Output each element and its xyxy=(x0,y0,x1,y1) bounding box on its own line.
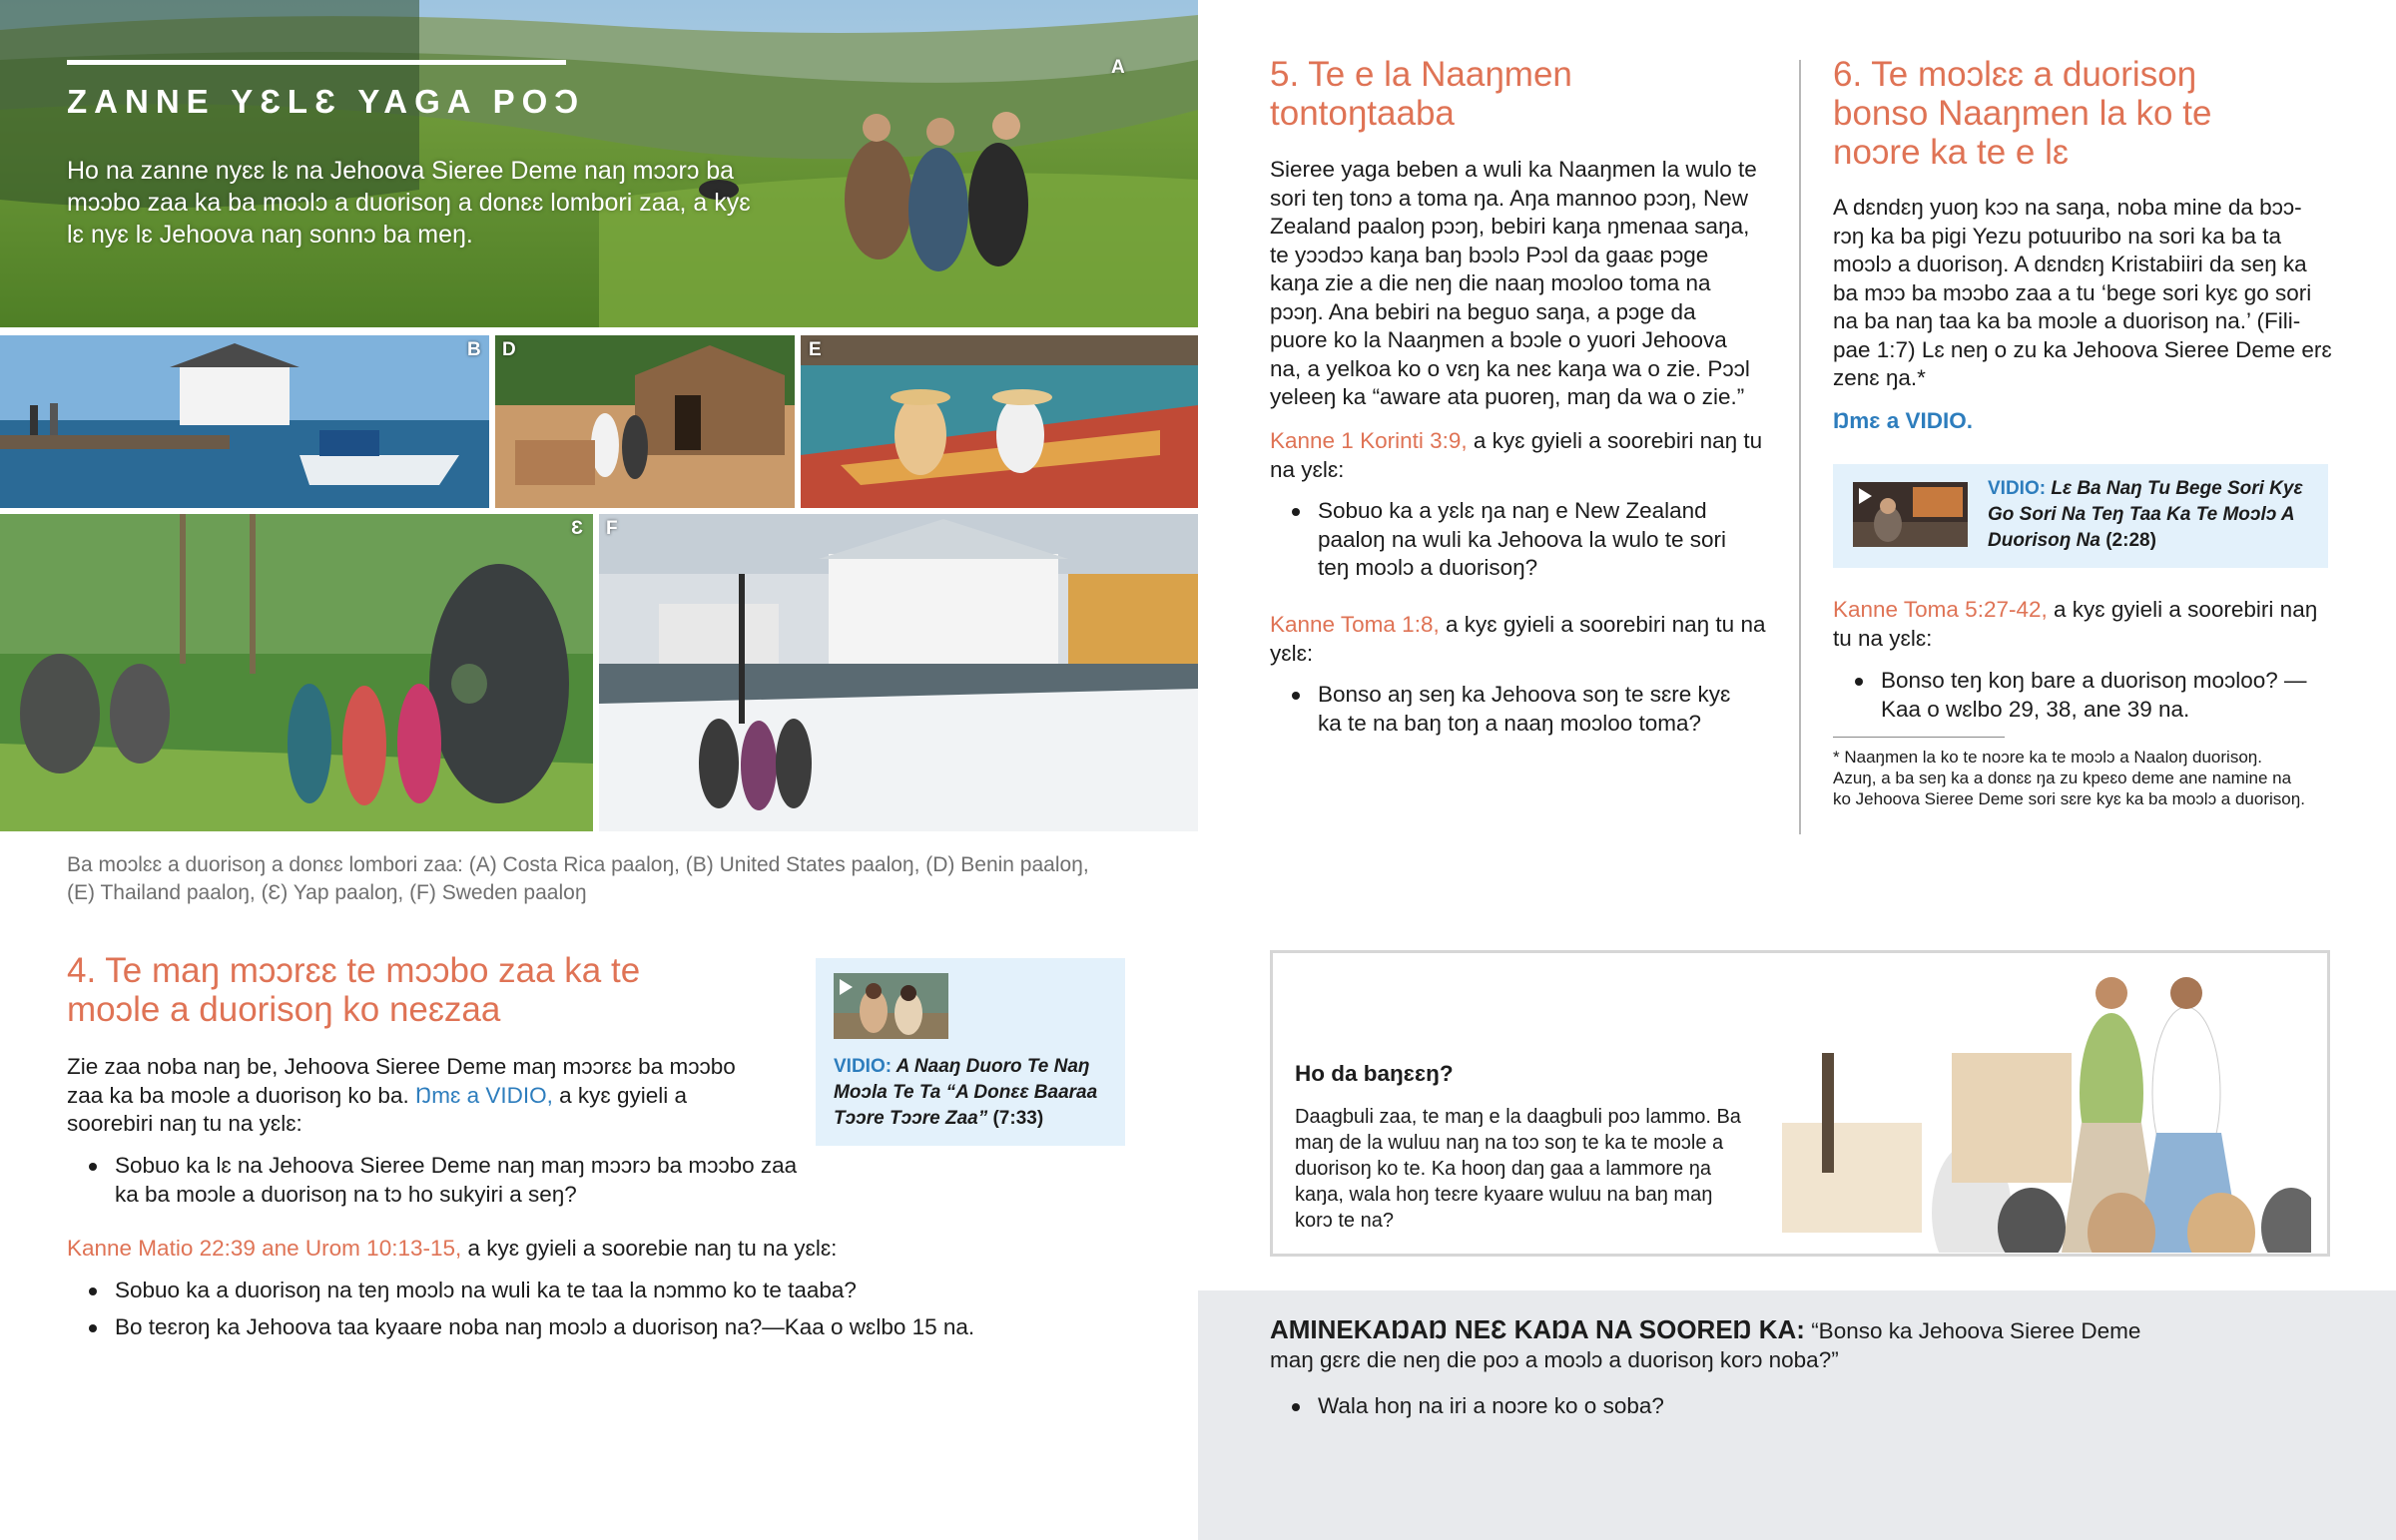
hero-text: Ho na zanne nyɛɛ lɛ na Jehoova Sieree Deme naŋ mɔɔrɔ ba mɔɔbo zaa ka ba moɔlɔ a duorisoŋ a donɛɛ lombori zaa, a kyɛ lɛ nyɛ lɛ Jehoova naŋ sonnɔ ba meŋ. xyxy=(67,157,751,249)
section-6-scripture-ref[interactable]: Kanne Toma 5:27-42, xyxy=(1833,597,2048,622)
section-5-scripture-tail-1: a kyɛ gyieli a soorebiri naŋ tu na yɛlɛ: xyxy=(1270,428,1763,482)
section-6-footnote: * Naaŋmen la ko te noɔre ka te moɔlɔ a Naaloŋ duorisoŋ. Azuŋ, a ba seŋ ka a donɛɛ ŋa zu kpeɛo deme ane namine na ko Jehoova Sieree Deme sori sɛre kyɛ ka ba moɔlɔ a duorisoŋ. xyxy=(1833,748,2305,808)
section-6-video-title xyxy=(1988,476,2317,554)
discussion-heading: Ho da baŋɛɛŋ? xyxy=(1295,1061,1454,1086)
summary-text xyxy=(1270,1315,2168,1374)
section-4-question-1: Sobuo ka lɛ na Jehoova Sieree Deme naŋ maŋ mɔɔrɔ ba mɔɔbo zaa ka ba moɔle a duorisoŋ na tɔ ho sukyiri a seŋ? xyxy=(67,1152,806,1209)
section-6-question-list xyxy=(1833,667,2332,724)
section-4-question-list-2 xyxy=(67,1277,1165,1341)
section-5-scripture-ref-2[interactable]: Kanne Toma 1:8, xyxy=(1270,612,1440,637)
section-6-video-duration: (2:28) xyxy=(2105,530,2156,551)
section-4-question-list-1 xyxy=(67,1152,806,1209)
section-4-question-3: Bo teɛroŋ ka Jehoova taa kyaare noba naŋ moɔlɔ a duorisoŋ na?—Kaa o wɛlbo 15 na. xyxy=(67,1313,1165,1342)
photo-tag-e: E xyxy=(809,339,822,360)
section-6-scripture xyxy=(1833,596,2342,653)
section-4-intro xyxy=(67,1053,776,1139)
section-4-scripture-tail: a kyɛ gyieli a soorebie naŋ tu na yɛlɛ: xyxy=(467,1236,838,1261)
photo-sweden xyxy=(599,514,1198,831)
section-5-heading: 5. Te e la Naaŋmen tontoŋtaaba xyxy=(1270,55,1572,133)
summary-quote: “Bonso ka Jehoova Sieree Deme maŋ gɛrɛ die neŋ die poɔ a moɔlɔ a duorisoŋ korɔ noba?” xyxy=(1270,1318,2141,1372)
section-4-intro-text: Zie zaa noba naŋ be, Jehoova Sieree Deme maŋ mɔɔrɛɛ ba mɔɔbo zaa ka ba moɔle a duorisoŋ ko ba. xyxy=(67,1054,736,1108)
section-6-scripture-tail: a kyɛ gyieli a soorebiri naŋ tu na yɛlɛ: xyxy=(1833,597,2318,651)
section-4-video-label: VIDIO: xyxy=(834,1056,893,1077)
section-6-video-label: VIDIO: xyxy=(1988,478,2047,499)
section-4-video-title xyxy=(834,1054,1113,1132)
photo-thailand xyxy=(801,335,1198,508)
photo-tag-e2: Ɛ xyxy=(571,518,583,539)
photo-tag-a: A xyxy=(1111,57,1125,78)
photo-thailand-illustration xyxy=(801,335,1198,508)
section-4-video-thumbnail[interactable] xyxy=(834,973,948,1039)
photo-caption: Ba moɔlɛɛ a duorisoŋ a donɛɛ lombori zaa: (A) Costa Rica paaloŋ, (B) United States paaloŋ, (D) Benin paaloŋ, (E) Thailand paaloŋ, (Ɛ) Yap paaloŋ, (F) Sweden paaloŋ xyxy=(67,853,1089,904)
column-divider xyxy=(1799,60,1801,834)
section-5-question-list-2 xyxy=(1270,681,1759,738)
photo-us-illustration xyxy=(0,335,489,508)
photo-tag-d: D xyxy=(502,339,516,360)
summary-question-1: Wala hoŋ na iri a noɔre ko o soba? xyxy=(1270,1392,2168,1421)
section-6-video-thumbnail[interactable] xyxy=(1853,482,1968,547)
hero-title: ZANNE YƐLƐ YAGA POƆ xyxy=(67,83,586,120)
discussion-box xyxy=(1270,950,2330,1257)
section-4-scripture-ref[interactable]: Kanne Matio 22:39 ane Urom 10:13-15, xyxy=(67,1236,462,1261)
photo-united-states xyxy=(0,335,489,508)
play-icon xyxy=(1859,488,1872,504)
section-5-question-1: Sobuo ka a yɛlɛ ŋa naŋ e New Zealand paaloŋ na wuli ka Jehoova la wulo te sori teŋ moɔlɔ a duorisoŋ? xyxy=(1270,497,1759,583)
hero-title-rule xyxy=(67,60,566,65)
section-5-question-2: Bonso aŋ seŋ ka Jehoova soŋ te sɛre kyɛ ka te na baŋ toŋ a naaŋ moɔloo toma? xyxy=(1270,681,1759,738)
section-6-heading: 6. Te moɔlɛɛ a duorisoŋ bonso Naaŋmen la ko te noɔre ka te e lɛ xyxy=(1833,55,2212,172)
photo-benin-illustration xyxy=(495,335,795,508)
section-6-video-box[interactable] xyxy=(1833,464,2328,568)
section-4-video-box[interactable] xyxy=(816,958,1125,1146)
section-5-question-list-1 xyxy=(1270,497,1759,583)
section-4-heading: 4. Te maŋ mɔɔrɛɛ te mɔɔbo zaa ka te moɔle a duorisoŋ ko neɛzaa xyxy=(67,951,641,1029)
summary-question-list xyxy=(1270,1392,2168,1421)
section-5-scripture-1 xyxy=(1270,427,1769,484)
section-6-watch-video-link[interactable]: Ŋmɛ a VIDIO. xyxy=(1833,408,1973,433)
section-5-scripture-ref-1[interactable]: Kanne 1 Korinti 3:9, xyxy=(1270,428,1468,453)
section-5-scripture-tail-2: a kyɛ gyieli a soorebiri naŋ tu na yɛlɛ: xyxy=(1270,612,1766,666)
summary-label: AMINEKAŊAŊ NEƐ KAŊA NA SOOREŊ KA: xyxy=(1270,1314,1805,1344)
section-6-body: A dɛndɛŋ yuoŋ kɔɔ na saŋa, noba mine da bɔɔ-rɔŋ ka ba pigi Yezu potuuribo na sori ka ba ta moɔlɔ a duorisoŋ. A dɛndɛŋ Kristabiiri da seŋ ka ba mɔɔ ba mɔɔbo zaa a tu ‘bege sori kyɛ go sori na ba naŋ taa ka ba moɔle a duorisoŋ na.’ (Fili-pae 1:7) Lɛ neŋ o zu ka Jehoova Sieree Deme erɛ zenɛ ŋa.* xyxy=(1833,195,2332,390)
section-4-video-duration: (7:33) xyxy=(992,1108,1044,1129)
play-icon xyxy=(840,979,853,995)
discussion-illustration xyxy=(1782,953,2311,1253)
section-4-video-name[interactable]: A Naaŋ Duoro Te Naŋ Moɔla Te Ta “A Donɛɛ Baaraa Tɔɔre Tɔɔre Zaa” xyxy=(834,1056,1098,1129)
section-4-watch-video-link[interactable]: Ŋmɛ a VIDIO, xyxy=(414,1082,553,1108)
footnote-rule xyxy=(1833,737,2005,738)
photo-yap-illustration xyxy=(0,514,593,831)
photo-tag-b: B xyxy=(467,339,481,360)
photo-sweden-illustration xyxy=(599,514,1198,831)
section-4-intro-tail: a kyɛ gyieli a soorebiri naŋ tu na yɛlɛ: xyxy=(67,1082,687,1136)
photo-tag-f: F xyxy=(606,518,618,539)
section-5-body: Sieree yaga beben a wuli ka Naaŋmen la wulo te sori teŋ tonɔ a toma ŋa. Aŋa mannoo pɔɔŋ, New Zealand paaloŋ pɔɔŋ, bebiri kaŋa ŋmenaa saŋa, te yɔɔdɔɔ kaŋa baŋ bɔɔlɔ Pɔɔl da gaaɛ pɔge kaŋa zie a die neŋ die naaŋ moɔloo toma na pɔɔŋ. Ana bebiri na beguo saŋa, a pɔge da puore ko la Naaŋmen a bɔɔle o yuori Jehoova na, a yelkoa ko o vɛŋ ka neɛ kaŋa wa o zie. Pɔɔl yeleeŋ ka “aware ata puoreŋ, maŋ da wa o zie.” xyxy=(1270,157,1757,409)
photo-yap xyxy=(0,514,593,831)
section-4-scripture-line xyxy=(67,1235,1125,1264)
photo-benin xyxy=(495,335,795,508)
section-6-question-1: Bonso teŋ koŋ bare a duorisoŋ moɔloo? —Kaa o wɛlbo 29, 38, ane 39 na. xyxy=(1833,667,2332,724)
section-4-question-2: Sobuo ka a duorisoŋ na teŋ moɔlɔ na wuli ka te taa la nɔmmo ko te taaba? xyxy=(67,1277,1165,1305)
section-5-scripture-2 xyxy=(1270,611,1769,668)
discussion-text: Daagbuli zaa, te maŋ e la daagbuli poɔ lammo. Ba maŋ de la wuluu naŋ na toɔ soŋ te ka te moɔle a duorisoŋ ko te. Ka hooŋ daŋ gaa a lammore ŋa kaŋa, wala hoŋ teɛre kyaare wuluu na baŋ maŋ korɔ te na? xyxy=(1295,1106,1741,1232)
section-6-video-name[interactable]: Lɛ Ba Naŋ Tu Bege Sori Kyɛ Go Sori Na Teŋ Taa Ka Te Moɔlɔ A Duorisoŋ Na xyxy=(1988,478,2303,551)
